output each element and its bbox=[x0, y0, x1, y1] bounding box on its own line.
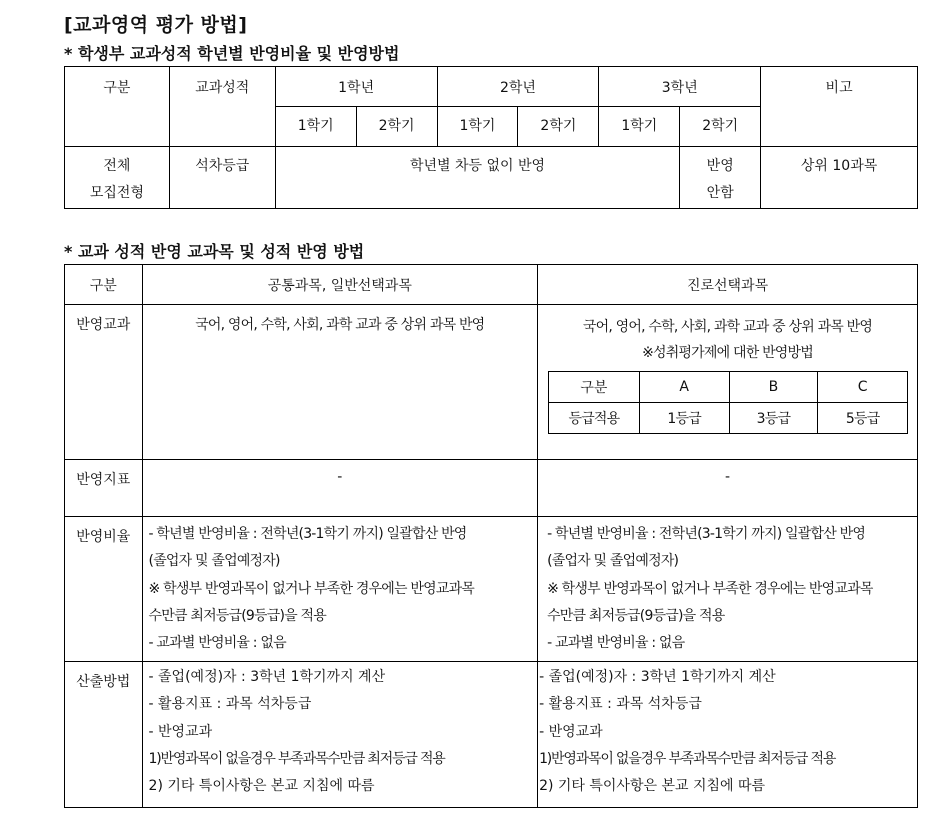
achievement-header-b: B bbox=[729, 372, 818, 403]
achievement-header-a: A bbox=[639, 372, 729, 403]
ratio-career bbox=[538, 517, 918, 662]
ratio-common-line: - 학년별 반영비율 : 전학년(3-1학기 까지) 일괄합산 반영 bbox=[148, 526, 467, 542]
ratio-common-line: ※ 학생부 반영과목이 없거나 부족한 경우에는 반영교과목 bbox=[148, 580, 475, 597]
row-excluded-line2: 안함 bbox=[706, 185, 734, 201]
row-type bbox=[65, 147, 170, 209]
subjects-career-text: 국어, 영어, 수학, 사회, 과학 교과 중 상위 과목 반영 bbox=[582, 319, 873, 335]
method-career-line: 1)반영과목이 없을경우 부족과목수만큼 최저등급 적용 bbox=[539, 750, 836, 767]
header-y1-sem2: 2학기 bbox=[356, 107, 437, 147]
subjects-label: 반영교과 bbox=[65, 305, 143, 460]
method-common-line: - 반영교과 bbox=[148, 723, 213, 740]
achievement-c-value: 5등급 bbox=[818, 403, 908, 434]
ratio-career-line: 수만큼 최저등급(9등급)을 적용 bbox=[547, 607, 725, 624]
method-common bbox=[142, 662, 538, 808]
row-excluded bbox=[680, 147, 761, 209]
achievement-a-value: 1등급 bbox=[639, 403, 729, 434]
row-excluded-line1: 반영 bbox=[706, 158, 734, 174]
header-y2-sem1: 1학기 bbox=[437, 107, 518, 147]
row-reflection: 학년별 차등 없이 반영 bbox=[275, 147, 680, 209]
achievement-header-c: C bbox=[818, 372, 908, 403]
achievement-table bbox=[548, 371, 908, 434]
method-common-line: - 활용지표 : 과목 석차등급 bbox=[148, 696, 312, 713]
method-common-line: 2) 기타 특이사항은 본교 지침에 따름 bbox=[148, 778, 375, 795]
header-year1: 1학년 bbox=[275, 67, 437, 107]
ratio-career-line: - 학년별 반영비율 : 전학년(3-1학기 까지) 일괄합산 반영 bbox=[547, 526, 866, 542]
ratio-common-line: - 교과별 반영비율 : 없음 bbox=[148, 635, 286, 652]
subjects-career-note: ※성취평가제에 대한 반영방법 bbox=[642, 345, 813, 361]
section2-heading: * 교과 성적 반영 교과목 및 성적 반영 방법 bbox=[64, 242, 365, 261]
header-year2: 2학년 bbox=[437, 67, 599, 107]
index-career: - bbox=[538, 460, 918, 517]
method-common-line: 1)반영과목이 없을경우 부족과목수만큼 최저등급 적용 bbox=[148, 750, 445, 767]
method-common-line: - 졸업(예정)자 : 3학년 1학기까지 계산 bbox=[148, 669, 386, 685]
header-y3-sem2: 2학기 bbox=[680, 107, 761, 147]
ratio-career-line: (졸업자 및 졸업예정자) bbox=[547, 553, 679, 570]
ratio-label: 반영비율 bbox=[65, 517, 143, 662]
achievement-row-label: 등급적용 bbox=[549, 403, 640, 434]
header-y1-sem1: 1학기 bbox=[275, 107, 356, 147]
ratio-common-line: 수만큼 최저등급(9등급)을 적용 bbox=[148, 607, 326, 624]
index-label: 반영지표 bbox=[65, 460, 143, 517]
subject-method-table bbox=[64, 264, 918, 808]
row-type-line1: 전체 bbox=[103, 158, 131, 174]
index-common: - bbox=[142, 460, 538, 517]
subjects-common: 국어, 영어, 수학, 사회, 과학 교과 중 상위 과목 반영 bbox=[142, 305, 538, 460]
method-label: 산출방법 bbox=[65, 662, 143, 808]
method-career-line: 2) 기타 특이사항은 본교 지침에 따름 bbox=[539, 778, 766, 795]
row-type-line2: 모집전형 bbox=[89, 185, 144, 201]
t2-header-gubun: 구분 bbox=[65, 265, 143, 305]
method-career bbox=[538, 662, 918, 808]
subjects-career bbox=[538, 305, 918, 460]
achievement-b-value: 3등급 bbox=[729, 403, 818, 434]
section1-heading: * 학생부 교과성적 학년별 반영비율 및 반영방법 bbox=[64, 44, 400, 63]
ratio-common bbox=[142, 517, 538, 662]
method-career-line: - 졸업(예정)자 : 3학년 1학기까지 계산 bbox=[539, 669, 776, 685]
ratio-common-line: (졸업자 및 졸업예정자) bbox=[148, 553, 280, 570]
page-title: [교과영역 평가 방법] bbox=[64, 14, 248, 36]
row-grade: 석차등급 bbox=[169, 147, 275, 209]
header-y2-sem2: 2학기 bbox=[518, 107, 599, 147]
header-y3-sem1: 1학기 bbox=[599, 107, 680, 147]
ratio-career-line: ※ 학생부 반영과목이 없거나 부족한 경우에는 반영교과목 bbox=[547, 580, 873, 597]
t2-header-common: 공통과목, 일반선택과목 bbox=[142, 265, 538, 305]
t2-header-career: 진로선택과목 bbox=[538, 265, 918, 305]
achievement-header-gubun: 구분 bbox=[549, 372, 640, 403]
grade-ratio-table bbox=[64, 66, 918, 209]
header-subject-grade: 교과성적 bbox=[169, 67, 275, 147]
ratio-career-line: - 교과별 반영비율 : 없음 bbox=[547, 635, 685, 652]
method-career-line: - 활용지표 : 과목 석차등급 bbox=[539, 696, 702, 713]
method-career-line: - 반영교과 bbox=[539, 723, 603, 740]
header-note: 비고 bbox=[761, 67, 918, 147]
header-gubun: 구분 bbox=[65, 67, 170, 147]
header-year3: 3학년 bbox=[599, 67, 761, 107]
row-note: 상위 10과목 bbox=[761, 147, 918, 209]
